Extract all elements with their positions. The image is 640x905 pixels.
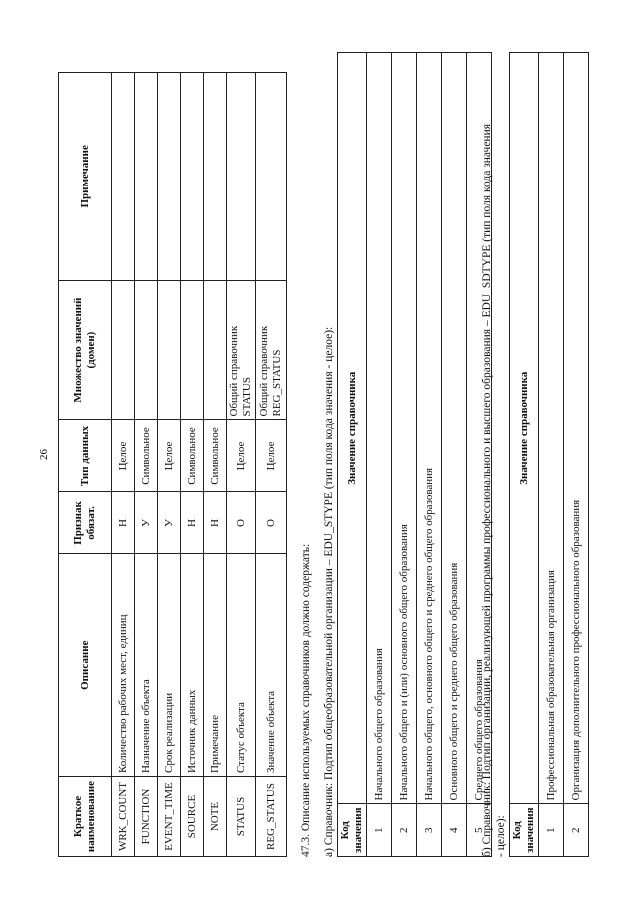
cell-description: Срок реализации: [158, 554, 181, 777]
cell-required: Н: [204, 492, 227, 554]
cell-description: Назначение объекта: [135, 554, 158, 777]
cell-note: [135, 73, 158, 281]
cell-required: Н: [112, 492, 135, 554]
cell-domain: Общий справочник STATUS: [227, 280, 256, 420]
table-row: [392, 53, 417, 857]
ref-b-header-value: Значение справочника: [510, 53, 539, 804]
table-row: [256, 73, 287, 857]
cell-note: [112, 73, 135, 281]
table-row: [112, 73, 135, 857]
header-domain: Множество значений (домен): [59, 280, 112, 420]
cell-description: Источник данных: [181, 554, 204, 777]
cell-note: [158, 73, 181, 281]
cell-value: Среднего общего образования: [467, 53, 492, 804]
cell-code: 2: [564, 804, 589, 857]
ref-a-table: [337, 52, 492, 857]
cell-note: [204, 73, 227, 281]
cell-note: [256, 73, 287, 281]
cell-code: 4: [442, 804, 467, 857]
cell-note: [181, 73, 204, 281]
cell-short-name: FUNCTION: [135, 777, 158, 857]
cell-code: 1: [367, 804, 392, 857]
cell-required: У: [158, 492, 181, 554]
cell-description: Примечание: [204, 554, 227, 777]
cell-value: Начального общего и (или) основного общего образования: [392, 53, 417, 804]
cell-value: Начального общего образования: [367, 53, 392, 804]
table-row: [367, 53, 392, 857]
cell-short-name: WRK_COUNT: [112, 777, 135, 857]
cell-value: Начального общего, основного общего и среднего общего образования: [417, 53, 442, 804]
cell-short-name: EVENT_TIME: [158, 777, 181, 857]
cell-domain: Общий справочник REG_STATUS: [256, 280, 287, 420]
cell-description: Значение объекта: [256, 554, 287, 777]
ref-b-table: [509, 52, 589, 857]
cell-short-name: REG_STATUS: [256, 777, 287, 857]
fields-table: [58, 72, 287, 857]
cell-short-name: NOTE: [204, 777, 227, 857]
cell-code: 2: [392, 804, 417, 857]
ref-a-header-value: Значение справочника: [338, 53, 367, 804]
table-row: [135, 73, 158, 857]
cell-code: 5: [467, 804, 492, 857]
table-row: [158, 73, 181, 857]
ref-b-caption-line2: - целое):: [495, 815, 507, 857]
cell-short-name: STATUS: [227, 777, 256, 857]
cell-value: Профессиональная образовательная организация: [539, 53, 564, 804]
cell-required: О: [227, 492, 256, 554]
header-note: Примечание: [59, 73, 112, 281]
header-description: Описание: [59, 554, 112, 777]
cell-data-type: Символьное: [181, 420, 204, 492]
ref-b-header-code: Код значения: [510, 804, 539, 857]
table-row: [564, 53, 589, 857]
header-data-type: Тип данных: [59, 420, 112, 492]
header-required: Признак обязат.: [59, 492, 112, 554]
cell-code: 3: [417, 804, 442, 857]
cell-note: [227, 73, 256, 281]
cell-value: Основного общего и среднего общего образования: [442, 53, 467, 804]
ref-a-header-code: Код значения: [338, 804, 367, 857]
cell-description: Количество рабочих мест, единиц: [112, 554, 135, 777]
cell-required: Н: [181, 492, 204, 554]
cell-domain: [112, 280, 135, 420]
section-heading: 47.3. Описание используемых справочников должно содержать:: [300, 543, 312, 857]
cell-required: О: [256, 492, 287, 554]
ref-b-caption-line1: б) Справочник: Подтип организации, реализующей программы профессионального и высшего образования – EDU_SDTYPE (тип поля кода значения: [481, 123, 493, 857]
header-short-name: Краткое наименование: [59, 777, 112, 857]
cell-short-name: SOURCE: [181, 777, 204, 857]
table-row: [539, 53, 564, 857]
cell-data-type: Целое: [158, 420, 181, 492]
table-row: [227, 73, 256, 857]
cell-data-type: Целое: [256, 420, 287, 492]
cell-domain: [181, 280, 204, 420]
cell-data-type: Целое: [227, 420, 256, 492]
table-row: [442, 53, 467, 857]
cell-data-type: Символьное: [204, 420, 227, 492]
cell-data-type: Символьное: [135, 420, 158, 492]
cell-domain: [135, 280, 158, 420]
table-row: [204, 73, 227, 857]
cell-domain: [204, 280, 227, 420]
cell-description: Статус объекта: [227, 554, 256, 777]
cell-domain: [158, 280, 181, 420]
cell-required: У: [135, 492, 158, 554]
cell-code: 1: [539, 804, 564, 857]
page-number: 26: [38, 449, 50, 460]
cell-value: Организация дополнительного профессионального образования: [564, 53, 589, 804]
ref-a-caption: а) Справочник: Подтип общеобразовательной организации – EDU_STYPE (тип поля кода значения - целое):: [323, 326, 335, 857]
cell-data-type: Целое: [112, 420, 135, 492]
table-row: [417, 53, 442, 857]
table-row: [181, 73, 204, 857]
